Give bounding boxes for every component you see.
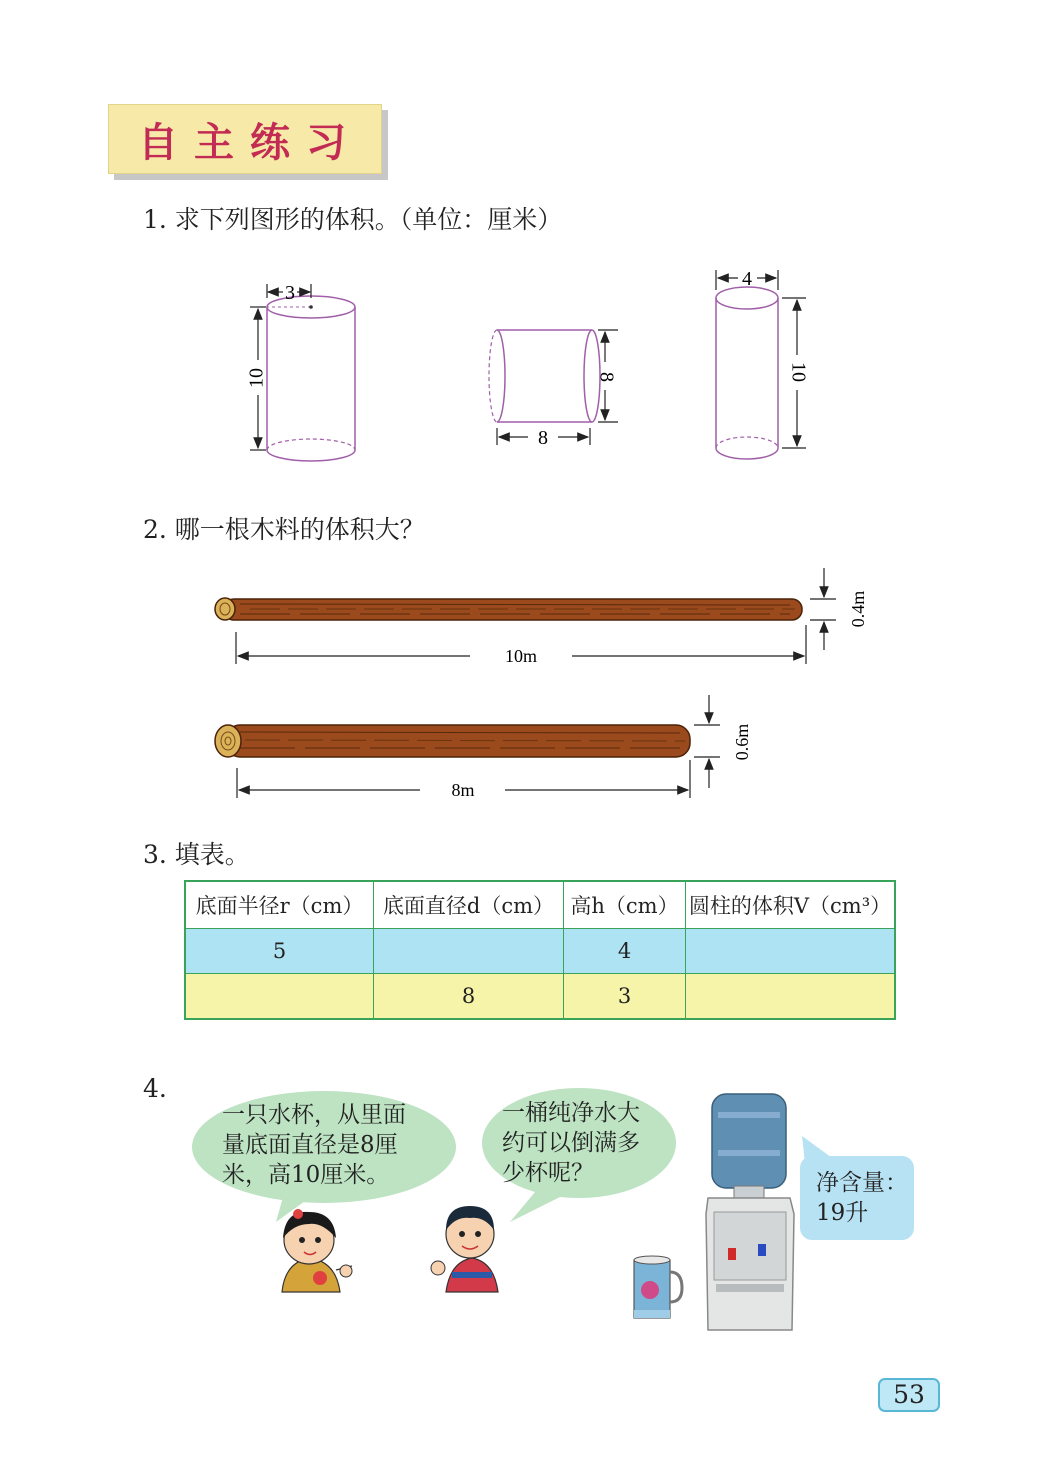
log1-length-label: 10m <box>504 646 538 666</box>
net-content-value: 19升 <box>816 1200 869 1226</box>
table-cell: 3 <box>564 974 686 1020</box>
boy-illustration <box>431 1206 498 1292</box>
table-cell: 5 <box>185 929 374 974</box>
question-2-text: 2. 哪一根木料的体积大？ <box>143 515 425 544</box>
table-cell: 4 <box>564 929 686 974</box>
bubble-label-text <box>816 1168 908 1228</box>
bubble-boy-text <box>502 1098 640 1188</box>
water-dispenser-illustration <box>706 1094 794 1330</box>
girl-illustration <box>282 1209 352 1292</box>
page-number: 53 <box>878 1378 940 1412</box>
table-header-height: 高h（cm） <box>564 881 686 929</box>
fig1-height-label: 10 <box>245 368 268 388</box>
question-3-text: 3. 填表。 <box>143 840 250 869</box>
log-2 <box>215 695 752 800</box>
cup-illustration <box>634 1256 682 1318</box>
bubble-boy-line: 约可以倒满多 <box>502 1130 640 1156</box>
log1-diameter-label: 0.4m <box>848 590 869 628</box>
bubble-boy-line: 少杯呢？ <box>502 1160 594 1186</box>
cylinder-figure-3 <box>716 268 809 459</box>
table-row <box>185 929 895 974</box>
cylinder-figure-2 <box>489 330 618 449</box>
log-1 <box>215 568 868 666</box>
bubble-girl-text <box>222 1100 406 1190</box>
fig2-height-label: 8 <box>595 372 618 382</box>
bubble-boy-line: 一桶纯净水大 <box>502 1100 640 1126</box>
table-header-volume: 圆柱的体积V（cm³） <box>686 881 896 929</box>
bubble-girl-line: 量底面直径是8厘 <box>222 1132 398 1158</box>
table-cell[interactable] <box>686 929 896 974</box>
bubble-girl-line: 一只水杯，从里面 <box>222 1102 406 1128</box>
log2-length-label: 8m <box>451 780 475 800</box>
section-title: 自主练习 <box>138 119 362 166</box>
fig1-radius-label: 3 <box>285 282 295 304</box>
table-cell[interactable] <box>185 974 374 1020</box>
table-cell[interactable] <box>374 929 564 974</box>
table-cell: 8 <box>374 974 564 1020</box>
cylinder-figure-1 <box>246 282 355 461</box>
question-4-number: 4. <box>143 1074 167 1103</box>
table-cell[interactable] <box>686 974 896 1020</box>
fig3-height-label: 10 <box>787 362 810 382</box>
fig2-length-label: 8 <box>538 427 548 449</box>
bubble-girl-line: 米，高10厘米。 <box>222 1162 390 1188</box>
fig3-diameter-label: 4 <box>742 268 752 290</box>
fill-table <box>184 880 896 1020</box>
table-header-diameter: 底面直径d（cm） <box>374 881 564 929</box>
log2-diameter-label: 0.6m <box>732 723 753 761</box>
question-1-text: 1. 求下列图形的体积。（单位：厘米） <box>143 205 563 234</box>
table-header-radius: 底面半径r（cm） <box>185 881 374 929</box>
net-content-label: 净含量： <box>816 1170 908 1196</box>
table-header-row <box>185 881 895 929</box>
table-row <box>185 974 895 1020</box>
